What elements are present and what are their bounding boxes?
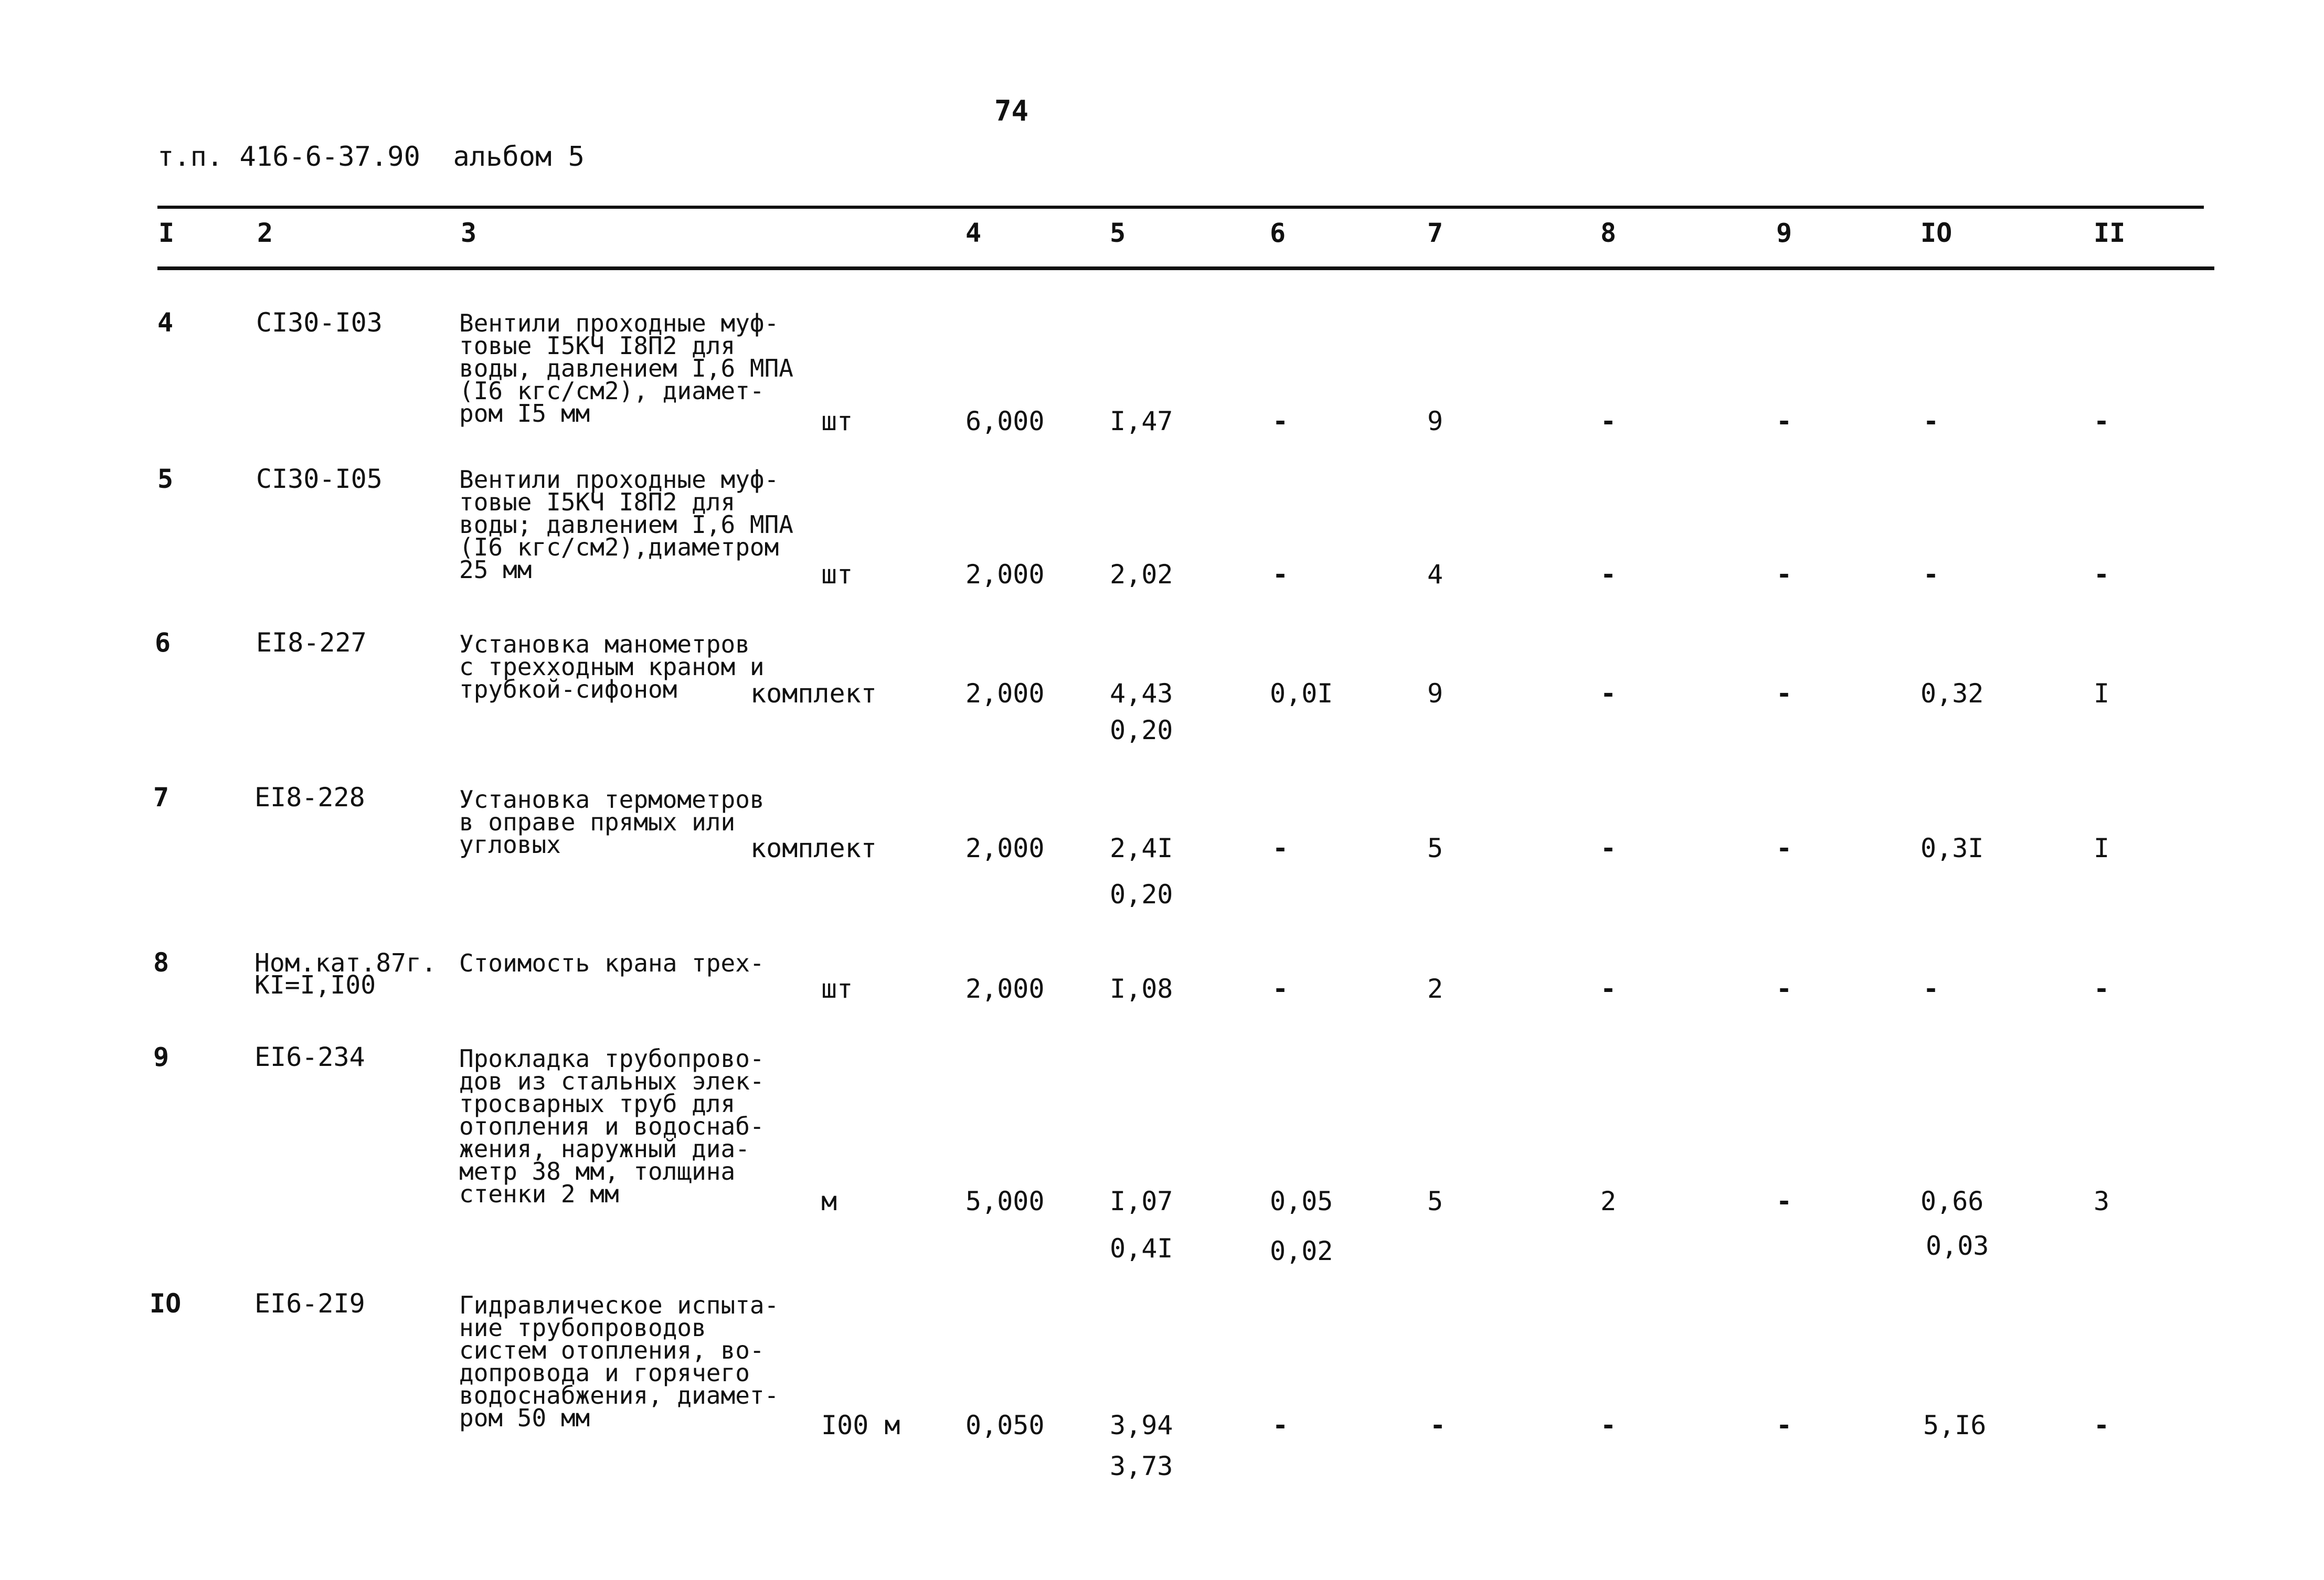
row-col5-sub: 3,73	[1110, 1451, 1173, 1481]
page-number: 74	[994, 94, 1029, 127]
row-col8: -	[1600, 559, 1617, 590]
row-col7: 2	[1427, 974, 1444, 1004]
row-col8: -	[1600, 406, 1617, 436]
row-col6: 0,0I	[1270, 678, 1333, 709]
row-col10: 5,I6	[1923, 1410, 1987, 1440]
row-number: 6	[155, 627, 171, 658]
row-col8: 2	[1600, 1186, 1617, 1216]
row-col7: 9	[1427, 406, 1444, 436]
row-col9: -	[1776, 1410, 1792, 1440]
row-col8: -	[1600, 974, 1617, 1004]
row-col11: -	[2094, 1410, 2110, 1440]
row-col8: -	[1600, 1410, 1617, 1440]
row-unit: м	[821, 1186, 837, 1216]
row-number: 4	[157, 307, 174, 338]
row-col5-sub: 0,4I	[1110, 1233, 1173, 1264]
row-col10: 0,32	[1920, 678, 1984, 709]
row-col8: -	[1600, 678, 1617, 709]
document-header: т.п. 416-6-37.90 альбом 5	[157, 141, 585, 173]
row-col9: -	[1776, 678, 1792, 709]
row-col4: 2,000	[965, 974, 1045, 1004]
row-col4: 0,050	[965, 1410, 1045, 1440]
row-col4: 6,000	[965, 406, 1045, 436]
column-header-5: 5	[1110, 218, 1126, 248]
row-col6: -	[1272, 559, 1289, 590]
row-code: EI8-228	[254, 782, 365, 813]
row-col10-sub: 0,03	[1926, 1231, 1989, 1261]
row-col5: 2,02	[1110, 559, 1173, 590]
column-header-4: 4	[965, 218, 982, 248]
row-code: Ном.кат.87г. KI=I,I00	[254, 948, 437, 1000]
row-description: Стоимость крана трех-	[459, 949, 765, 977]
row-col11: -	[2094, 406, 2110, 436]
row-code: CI30-I05	[256, 464, 383, 494]
row-number: 8	[153, 947, 169, 978]
row-col11: 3	[2094, 1186, 2110, 1216]
row-unit: I00 м	[821, 1410, 900, 1440]
row-col9: -	[1776, 1186, 1792, 1216]
row-description: Вентили проходные муф- товые I5КЧ I8П2 для воды; давлением I,6 МПА (I6 кгс/см2),диаметром 25 мм	[459, 465, 793, 584]
column-header-1: I	[158, 218, 175, 248]
header-bottom-rule	[157, 266, 2214, 270]
row-col7: 4	[1427, 559, 1444, 590]
column-header-7: 7	[1427, 218, 1444, 248]
row-number: 7	[153, 782, 169, 813]
row-col11: -	[2094, 559, 2110, 590]
column-header-8: 8	[1600, 218, 1617, 248]
row-number: 9	[153, 1042, 169, 1072]
column-header-3: 3	[461, 218, 477, 248]
row-col9: -	[1776, 974, 1792, 1004]
row-col4: 2,000	[965, 678, 1045, 709]
row-col4: 2,000	[965, 559, 1045, 590]
row-col5-sub: 0,20	[1110, 879, 1173, 910]
row-col11: I	[2094, 833, 2110, 863]
row-code: EI6-2I9	[254, 1288, 365, 1319]
row-unit: комплект	[750, 833, 877, 863]
row-description: Установка манометров с трехходным краном и трубкой-сифоном	[459, 630, 765, 703]
row-col9: -	[1776, 833, 1792, 863]
row-col9: -	[1776, 559, 1792, 590]
row-col8: -	[1600, 833, 1617, 863]
row-col5: 2,4I	[1110, 833, 1173, 863]
row-code: EI8-227	[256, 627, 367, 658]
row-unit: шт	[821, 974, 853, 1004]
column-header-10: IO	[1920, 218, 1952, 248]
row-col7: 5	[1427, 1186, 1444, 1216]
row-col6: -	[1272, 406, 1289, 436]
row-col5: I,07	[1110, 1186, 1173, 1216]
row-col4: 2,000	[965, 833, 1045, 863]
row-number: IO	[150, 1288, 182, 1319]
row-col9: -	[1776, 406, 1792, 436]
row-unit: комплект	[750, 678, 877, 709]
row-col4: 5,000	[965, 1186, 1045, 1216]
row-col5: I,08	[1110, 974, 1173, 1004]
row-col6: 0,05	[1270, 1186, 1333, 1216]
row-description: Прокладка трубопрово- дов из стальных элек- тросварных труб для отопления и водоснаб- жения, наружный диа- метр 38 мм, толщина стенки 2 мм	[459, 1044, 765, 1208]
row-col5: 3,94	[1110, 1410, 1173, 1440]
row-col11: -	[2094, 974, 2110, 1004]
row-col5: 4,43	[1110, 678, 1173, 709]
row-unit: шт	[821, 559, 853, 590]
row-unit: шт	[821, 406, 853, 436]
row-col7: 5	[1427, 833, 1444, 863]
column-header-11: II	[2094, 218, 2126, 248]
row-code: CI30-I03	[256, 307, 383, 338]
column-header-6: 6	[1270, 218, 1286, 248]
row-col6: -	[1272, 974, 1289, 1004]
row-col5-sub: 0,20	[1110, 715, 1173, 745]
top-rule	[157, 206, 2204, 209]
row-col11: I	[2094, 678, 2110, 709]
row-col10: -	[1923, 559, 1939, 590]
row-description: Вентили проходные муф- товые I5КЧ I8П2 для воды, давлением I,6 МПА (I6 кгс/см2), диамет- ром I5 мм	[459, 309, 793, 428]
row-number: 5	[157, 464, 174, 494]
row-col6: -	[1272, 1410, 1289, 1440]
row-description: Установка термометров в оправе прямых или угловых	[459, 785, 765, 859]
column-header-9: 9	[1776, 218, 1792, 248]
row-col10: -	[1923, 406, 1939, 436]
row-col6-sub: 0,02	[1270, 1236, 1333, 1266]
row-col7: 9	[1427, 678, 1444, 709]
column-header-2: 2	[257, 218, 273, 248]
row-col5: I,47	[1110, 406, 1173, 436]
row-col6: -	[1272, 833, 1289, 863]
row-col7: -	[1430, 1410, 1446, 1440]
row-col10: 0,3I	[1920, 833, 1984, 863]
row-col10: -	[1923, 974, 1939, 1004]
row-col10: 0,66	[1920, 1186, 1984, 1216]
row-code: EI6-234	[254, 1042, 365, 1072]
row-description: Гидравлическое испыта- ние трубопроводов систем отопления, во- допровода и горячего водоснабжения, диамет- ром 50 мм	[459, 1291, 779, 1432]
